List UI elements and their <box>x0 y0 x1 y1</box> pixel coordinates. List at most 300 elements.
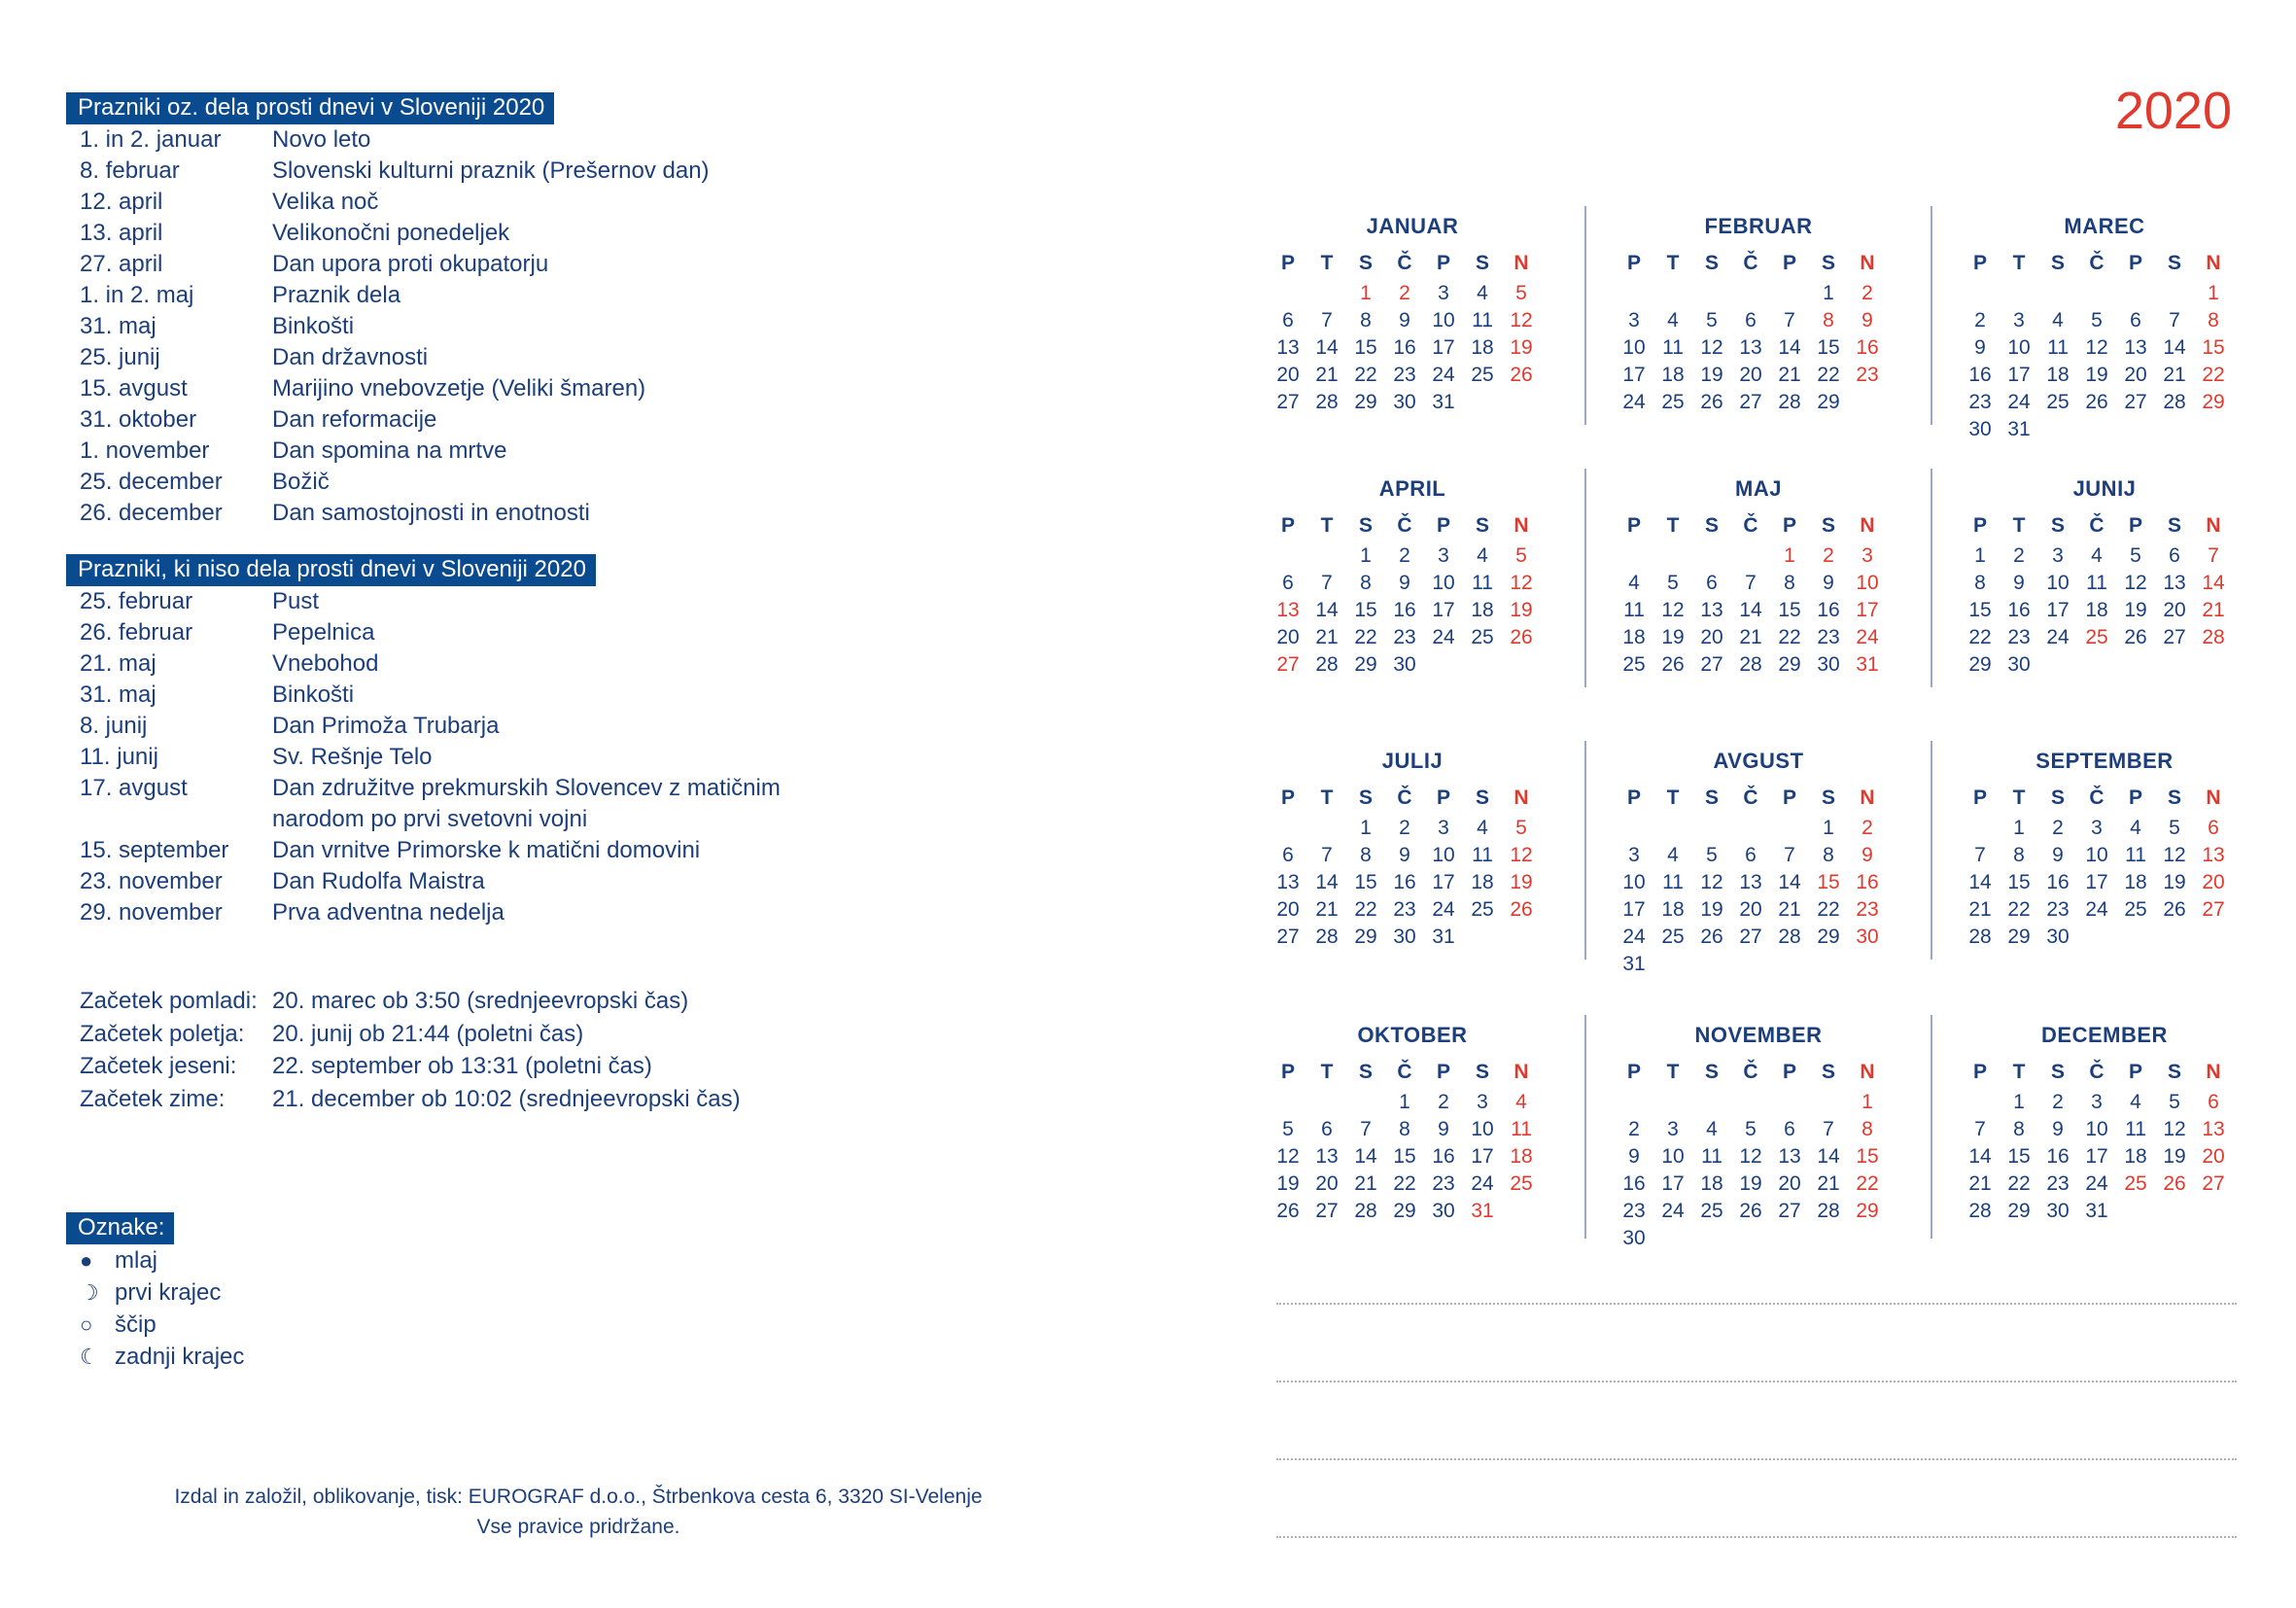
day-cell: 4 <box>2052 309 2064 332</box>
day-cell: 27 <box>1739 926 1762 948</box>
day-cell: 5 <box>1282 1118 1294 1140</box>
day-cell: 1 <box>1861 1091 1873 1113</box>
day-cell: 15 <box>1354 336 1377 359</box>
day-cell: 19 <box>2124 599 2147 621</box>
day-cell: 20 <box>2202 871 2225 893</box>
day-cell: 24 <box>1432 898 1455 921</box>
day-grid <box>1961 280 2248 443</box>
day-cell: 20 <box>1739 364 1762 386</box>
day-cell: 23 <box>1817 626 1840 648</box>
day-cell: 17 <box>1622 364 1646 386</box>
weekday-label: Č <box>1397 1061 1412 1083</box>
month-name: JULIJ <box>1381 749 1444 773</box>
holiday-row <box>68 249 1166 280</box>
day-empty <box>1269 815 1307 842</box>
day-cell: 11 <box>1662 336 1684 359</box>
weekday-label: S <box>1358 252 1373 274</box>
day-cell: 2 <box>2052 817 2064 839</box>
weekday-row <box>1961 1056 2248 1089</box>
day-cell: 3 <box>1628 844 1640 866</box>
day-cell: 8 <box>1360 844 1372 866</box>
weekday-label: T <box>2012 1061 2026 1083</box>
day-cell: 14 <box>1315 599 1339 621</box>
day-cell: 14 <box>2163 336 2186 359</box>
day-cell: 18 <box>2124 1145 2147 1168</box>
day-cell: 6 <box>1745 844 1757 866</box>
day-cell: 6 <box>2169 544 2180 567</box>
day-cell: 4 <box>1706 1118 1718 1140</box>
holiday-name: Dan Primoža Trubarja <box>272 713 500 739</box>
column-divider <box>1931 469 1932 687</box>
day-cell: 8 <box>1360 572 1372 594</box>
day-empty <box>1307 280 1346 307</box>
day-cell: 21 <box>1739 626 1762 648</box>
day-cell: 31 <box>2085 1200 2108 1222</box>
day-cell: 10 <box>1661 1145 1685 1168</box>
day-cell: 19 <box>1510 336 1533 359</box>
day-empty <box>1615 1089 1653 1116</box>
weekday-label: N <box>1860 252 1875 274</box>
season-value: 20. junij ob 21:44 (poletni čas) <box>272 1020 584 1047</box>
day-cell: 13 <box>1276 599 1300 621</box>
weekday-label: S <box>1475 252 1489 274</box>
weekday-label: P <box>1972 1061 1987 1083</box>
weekday-label: S <box>1821 514 1835 537</box>
weekday-label: T <box>2012 787 2026 809</box>
day-cell: 4 <box>1667 309 1679 332</box>
day-cell: 25 <box>2124 1172 2147 1195</box>
day-cell: 23 <box>1856 364 1879 386</box>
day-cell: 5 <box>1515 817 1527 839</box>
season-label: Začetek pomladi: <box>80 988 258 1014</box>
holiday-date: 26. februar <box>80 619 193 646</box>
day-cell: 8 <box>1399 1118 1410 1140</box>
day-cell: 6 <box>2208 1091 2219 1113</box>
day-cell: 19 <box>1739 1172 1762 1195</box>
weekday-row <box>1961 509 2248 542</box>
day-cell: 3 <box>1438 282 1449 304</box>
other-holidays-title: Prazniki, ki niso dela prosti dnevi v Sloveniji 2020 <box>66 554 596 586</box>
weekday-label: Č <box>1397 787 1412 809</box>
day-cell: 8 <box>2208 309 2219 332</box>
day-cell: 9 <box>1861 309 1873 332</box>
weekday-label: N <box>1513 787 1529 809</box>
day-cell: 28 <box>1968 926 1992 948</box>
day-cell: 24 <box>2046 626 2070 648</box>
weekday-label: S <box>1358 787 1373 809</box>
legend-label: prvi krajec <box>115 1279 222 1306</box>
holiday-row <box>68 866 1166 897</box>
day-cell: 1 <box>1360 544 1372 567</box>
holiday-date: 12. april <box>80 189 163 215</box>
month-name: AVGUST <box>1713 749 1804 773</box>
day-empty <box>1653 542 1692 570</box>
day-cell: 4 <box>1515 1091 1527 1113</box>
day-cell: 18 <box>1471 336 1494 359</box>
day-cell: 14 <box>1778 871 1801 893</box>
day-cell: 15 <box>1778 599 1801 621</box>
day-cell: 5 <box>2091 309 2103 332</box>
weekday-label: P <box>1782 252 1796 274</box>
seasons-list <box>68 985 1166 1115</box>
weekday-row <box>1615 509 1902 542</box>
holiday-row <box>68 648 1166 680</box>
day-cell: 23 <box>1393 626 1416 648</box>
full-moon-icon: ○ <box>80 1312 93 1337</box>
day-cell: 13 <box>1276 336 1300 359</box>
weekday-label: T <box>1666 514 1680 537</box>
day-cell: 20 <box>1700 626 1723 648</box>
day-cell: 28 <box>1315 926 1339 948</box>
day-cell: 17 <box>1856 599 1879 621</box>
month-block <box>1269 474 1556 679</box>
weekday-label: N <box>2206 514 2221 537</box>
holiday-date: 31. maj <box>80 682 157 708</box>
day-cell: 7 <box>1974 844 1986 866</box>
day-cell: 4 <box>2130 1091 2141 1113</box>
public-holidays-list <box>68 124 1166 529</box>
day-empty <box>1731 1089 1770 1116</box>
last-quarter-icon: ☾ <box>80 1345 99 1369</box>
day-cell: 12 <box>1276 1145 1300 1168</box>
day-cell: 18 <box>1510 1145 1533 1168</box>
weekday-label: P <box>1972 514 1987 537</box>
day-cell: 29 <box>1354 391 1377 413</box>
holiday-name: Dan združitve prekmurskih Slovencev z matičnim <box>272 775 781 801</box>
day-cell: 13 <box>2202 844 2225 866</box>
day-cell: 30 <box>2046 926 2070 948</box>
day-empty <box>1731 280 1770 307</box>
day-cell: 1 <box>1823 282 1834 304</box>
day-cell: 16 <box>1968 364 1992 386</box>
weekday-label: N <box>1860 787 1875 809</box>
column-divider <box>1931 1015 1932 1239</box>
weekday-label: P <box>2128 787 2142 809</box>
weekday-label: S <box>2167 787 2181 809</box>
weekday-label: S <box>1704 252 1719 274</box>
holiday-date: 25. februar <box>80 588 193 614</box>
day-empty <box>1307 815 1346 842</box>
day-cell: 22 <box>1778 626 1801 648</box>
legend-label: zadnji krajec <box>115 1344 245 1370</box>
weekday-label: N <box>2206 252 2221 274</box>
day-cell: 9 <box>1628 1145 1640 1168</box>
day-cell: 28 <box>2202 626 2225 648</box>
holiday-date: 8. februar <box>80 157 180 184</box>
holiday-name: Marijino vnebovzetje (Veliki šmaren) <box>272 375 646 402</box>
day-cell: 26 <box>1739 1200 1762 1222</box>
day-cell: 28 <box>1315 653 1339 676</box>
day-cell: 2 <box>1861 282 1873 304</box>
day-cell: 10 <box>2046 572 2070 594</box>
holiday-name: Velikonočni ponedeljek <box>272 220 510 246</box>
day-cell: 17 <box>2085 871 2108 893</box>
day-cell: 9 <box>1399 844 1410 866</box>
day-cell: 1 <box>2013 1091 2025 1113</box>
day-cell: 17 <box>1661 1172 1685 1195</box>
day-cell: 30 <box>1856 926 1879 948</box>
day-cell: 11 <box>1472 844 1493 866</box>
month-name: NOVEMBER <box>1694 1023 1823 1047</box>
day-cell: 10 <box>1432 844 1455 866</box>
holiday-name: Dan spomina na mrtve <box>272 437 507 464</box>
weekday-row <box>1615 247 1902 280</box>
day-cell: 24 <box>1856 626 1879 648</box>
day-cell: 26 <box>2085 391 2108 413</box>
month-name: OKTOBER <box>1357 1023 1468 1047</box>
day-cell: 28 <box>2163 391 2186 413</box>
day-cell: 12 <box>1510 844 1533 866</box>
day-empty <box>1307 542 1346 570</box>
day-cell: 23 <box>2046 898 2070 921</box>
day-cell: 23 <box>1393 364 1416 386</box>
day-cell: 22 <box>1817 364 1840 386</box>
legend-item <box>68 1341 1166 1373</box>
day-cell: 13 <box>2124 336 2147 359</box>
weekday-label: T <box>1320 1061 1334 1083</box>
day-cell: 31 <box>1471 1200 1494 1222</box>
day-cell: 26 <box>2163 898 2186 921</box>
day-cell: 23 <box>1432 1172 1455 1195</box>
holiday-row <box>68 311 1166 342</box>
day-cell: 19 <box>2163 1145 2186 1168</box>
weekday-row <box>1961 782 2248 815</box>
day-cell: 16 <box>1856 871 1879 893</box>
day-grid <box>1961 1089 2248 1225</box>
month-name: DECEMBER <box>2041 1023 2168 1047</box>
day-cell: 6 <box>1282 844 1294 866</box>
holiday-date: 8. junij <box>80 713 148 739</box>
weekday-label: S <box>2050 252 2065 274</box>
day-cell: 16 <box>2046 1145 2070 1168</box>
weekday-label: T <box>1320 252 1334 274</box>
holiday-date: 13. april <box>80 220 163 246</box>
weekday-label: S <box>2167 252 2181 274</box>
day-cell: 25 <box>1510 1172 1533 1195</box>
note-line <box>1276 1536 2237 1538</box>
day-cell: 2 <box>1399 282 1410 304</box>
day-cell: 16 <box>1622 1172 1646 1195</box>
day-cell: 26 <box>1661 653 1685 676</box>
day-cell: 17 <box>2085 1145 2108 1168</box>
day-cell: 23 <box>1968 391 1992 413</box>
holiday-row <box>68 187 1166 218</box>
day-cell: 10 <box>1622 871 1646 893</box>
holiday-name: Binkošti <box>272 682 355 708</box>
day-cell: 19 <box>1700 364 1723 386</box>
day-cell: 5 <box>1667 572 1679 594</box>
day-cell: 15 <box>1393 1145 1416 1168</box>
day-grid <box>1269 815 1556 951</box>
day-cell: 15 <box>2007 871 2031 893</box>
day-cell: 9 <box>1861 844 1873 866</box>
day-cell: 22 <box>2202 364 2225 386</box>
holiday-row <box>68 373 1166 404</box>
day-cell: 25 <box>1471 364 1494 386</box>
day-cell: 24 <box>2085 898 2108 921</box>
day-cell: 6 <box>1321 1118 1333 1140</box>
note-line <box>1276 1303 2237 1305</box>
day-cell: 6 <box>1282 572 1294 594</box>
day-cell: 15 <box>1354 599 1377 621</box>
day-cell: 21 <box>1778 898 1801 921</box>
holiday-row <box>68 586 1166 617</box>
day-empty <box>1809 1089 1848 1116</box>
weekday-label: N <box>1513 514 1529 537</box>
day-cell: 11 <box>1472 572 1493 594</box>
weekday-label: P <box>1626 787 1641 809</box>
weekday-row <box>1269 247 1556 280</box>
day-cell: 29 <box>2007 1200 2031 1222</box>
holiday-row <box>68 897 1166 928</box>
day-cell: 12 <box>1510 309 1533 332</box>
holiday-name: Dan upora proti okupatorju <box>272 251 549 277</box>
holiday-name: Slovenski kulturni praznik (Prešernov dan) <box>272 157 710 184</box>
day-cell: 25 <box>1661 926 1685 948</box>
season-row <box>68 1018 1166 1051</box>
day-cell: 20 <box>1778 1172 1801 1195</box>
day-empty <box>1770 1089 1809 1116</box>
month-name: JUNIJ <box>2072 476 2137 501</box>
day-cell: 12 <box>1510 572 1533 594</box>
weekday-label: T <box>1320 514 1334 537</box>
day-cell: 19 <box>2085 364 2108 386</box>
year-title: 2020 <box>2114 82 2232 140</box>
day-cell: 29 <box>1393 1200 1416 1222</box>
day-cell: 21 <box>1968 1172 1992 1195</box>
month-block <box>1961 1021 2248 1225</box>
day-empty <box>1615 280 1653 307</box>
day-cell: 27 <box>2202 898 2225 921</box>
day-cell: 24 <box>2007 391 2031 413</box>
day-cell: 11 <box>1701 1145 1722 1168</box>
weekday-label: P <box>1280 1061 1295 1083</box>
day-cell: 5 <box>1515 282 1527 304</box>
day-empty <box>2000 280 2038 307</box>
day-cell: 26 <box>1276 1200 1300 1222</box>
legend-item <box>68 1244 1166 1276</box>
weekday-label: Č <box>2089 787 2105 809</box>
day-cell: 9 <box>1974 336 1986 359</box>
legend-label: ščip <box>115 1311 157 1338</box>
holiday-name: Dan samostojnosti in enotnosti <box>272 500 590 526</box>
day-cell: 7 <box>2169 309 2180 332</box>
day-cell: 17 <box>1432 871 1455 893</box>
day-cell: 22 <box>1393 1172 1416 1195</box>
weekday-label: S <box>2050 514 2065 537</box>
day-cell: 8 <box>1974 572 1986 594</box>
holiday-row <box>68 280 1166 311</box>
day-cell: 4 <box>1628 572 1640 594</box>
day-cell: 22 <box>1817 898 1840 921</box>
day-cell: 9 <box>2013 572 2025 594</box>
day-cell: 7 <box>1360 1118 1372 1140</box>
day-cell: 23 <box>2046 1172 2070 1195</box>
day-cell: 7 <box>1321 309 1333 332</box>
weekday-label: Č <box>2089 1061 2105 1083</box>
season-value: 20. marec ob 3:50 (srednjeevropski čas) <box>272 988 689 1014</box>
day-cell: 16 <box>1393 336 1416 359</box>
weekday-label: P <box>1626 1061 1641 1083</box>
holiday-name: Binkošti <box>272 313 355 339</box>
holiday-name: Pust <box>272 588 320 614</box>
season-label: Začetek poletja: <box>80 1020 245 1047</box>
day-empty <box>1692 815 1731 842</box>
holiday-row <box>68 342 1166 373</box>
day-cell: 16 <box>1432 1145 1455 1168</box>
day-empty <box>1269 1089 1307 1116</box>
column-divider <box>1931 741 1932 960</box>
day-cell: 18 <box>2124 871 2147 893</box>
holiday-date <box>80 804 272 835</box>
footer-line-2: Vse pravice pridržane. <box>476 1516 680 1538</box>
day-cell: 21 <box>1354 1172 1377 1195</box>
day-cell: 23 <box>1393 898 1416 921</box>
weekday-label: Č <box>2089 252 2105 274</box>
day-cell: 15 <box>2007 1145 2031 1168</box>
day-cell: 2 <box>1628 1118 1640 1140</box>
day-cell: 23 <box>1856 898 1879 921</box>
weekday-label: P <box>1626 252 1641 274</box>
holiday-row <box>68 711 1166 742</box>
day-cell: 18 <box>1700 1172 1723 1195</box>
holiday-date: 31. oktober <box>80 406 197 433</box>
month-name: JANUAR <box>1366 214 1459 238</box>
day-cell: 25 <box>1700 1200 1723 1222</box>
day-cell: 15 <box>1968 599 1992 621</box>
day-empty <box>1692 1089 1731 1116</box>
day-cell: 2 <box>1861 817 1873 839</box>
weekday-label: P <box>1280 252 1295 274</box>
day-cell: 12 <box>2124 572 2147 594</box>
day-cell: 2 <box>1399 544 1410 567</box>
column-divider <box>1584 469 1586 687</box>
day-cell: 4 <box>2091 544 2103 567</box>
day-cell: 30 <box>1393 391 1416 413</box>
day-cell: 24 <box>1471 1172 1494 1195</box>
day-cell: 20 <box>2202 1145 2225 1168</box>
day-cell: 18 <box>1622 626 1646 648</box>
day-cell: 1 <box>1360 817 1372 839</box>
day-cell: 12 <box>1700 871 1723 893</box>
day-cell: 25 <box>1471 898 1494 921</box>
weekday-label: N <box>2206 787 2221 809</box>
holiday-row <box>68 404 1166 436</box>
day-cell: 30 <box>1968 418 1992 440</box>
day-cell: 6 <box>1784 1118 1795 1140</box>
day-cell: 29 <box>1778 653 1801 676</box>
holiday-date: 15. september <box>80 837 229 863</box>
day-cell: 2 <box>1974 309 1986 332</box>
day-cell: 3 <box>2013 309 2025 332</box>
weekday-label: P <box>1436 252 1450 274</box>
month-block <box>1269 1021 1556 1225</box>
holiday-row <box>68 436 1166 467</box>
day-cell: 29 <box>2007 926 2031 948</box>
weekday-label: S <box>2050 787 2065 809</box>
day-cell: 19 <box>1510 599 1533 621</box>
day-empty <box>2155 280 2194 307</box>
day-cell: 1 <box>1399 1091 1410 1113</box>
day-cell: 14 <box>1968 871 1992 893</box>
day-cell: 22 <box>1856 1172 1879 1195</box>
legend-item <box>68 1276 1166 1309</box>
day-cell: 5 <box>1745 1118 1757 1140</box>
day-empty <box>1653 280 1692 307</box>
day-cell: 7 <box>1974 1118 1986 1140</box>
day-cell: 3 <box>2091 817 2103 839</box>
day-cell: 24 <box>1661 1200 1685 1222</box>
